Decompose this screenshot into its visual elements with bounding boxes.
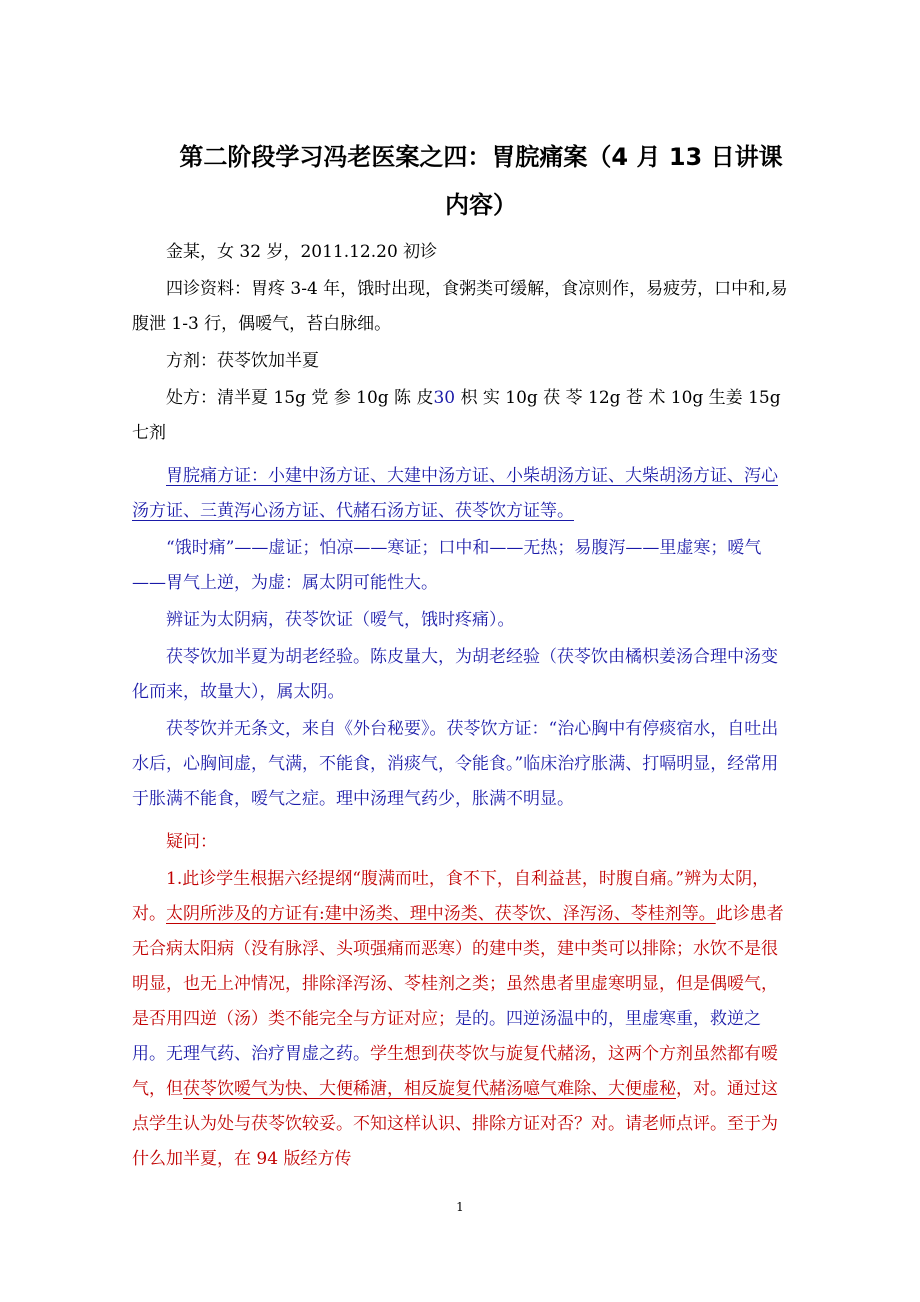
- page-title: [132, 133, 790, 229]
- question-s7: ，对。通过这点学生认为处与茯苓饮较妥。不知这样认识、排除方证对否？对。请老师点评。至于为什么加半夏，在 94 版经方传: [132, 1079, 778, 1169]
- question-s6-underlined: 茯苓饮嗳气为快、大便稀溏，相反旋复代赭汤噫气难除、大便虚秘: [183, 1079, 676, 1099]
- question-s4-teacher-reply: 是的。四逆汤温中的，里虚寒重，救逆之用。无理气药、治疗胃虚之药。: [132, 1009, 761, 1064]
- note-stomach-pain-formulas: 胃脘痛方证：小建中汤方证、大建中汤方证、小柴胡汤方证、大柴胡汤方证、泻心汤方证、三黄泻心汤方证、代赭石汤方证、茯苓饮方证等。: [132, 466, 778, 521]
- prescription-line: [132, 381, 790, 451]
- title-line-1: 第二阶段学习冯老医案之四：胃脘痛案（4 月 13 日讲课: [179, 143, 783, 171]
- question-body: [132, 862, 790, 1177]
- patient-info: 金某，女 32 岁，2011.12.20 初诊: [166, 242, 438, 262]
- prescription-after: 枳 实 10g 茯 苓 12g 苍 术 10g 生姜 15g 七剂: [132, 388, 781, 443]
- note-syndrome: 辨证为太阴病，茯苓饮证（嗳气，饿时疼痛）。: [166, 610, 515, 630]
- page-content: [132, 133, 790, 1177]
- note-symptom-analysis: “饿时痛”——虚证；怕凉——寒证；口中和——无热；易腹泻——里虚寒；嗳气——胃气上逆，为虚：属太阴可能性大。: [132, 538, 762, 593]
- formula-line: 方剂：茯苓饮加半夏: [166, 351, 319, 371]
- note-waitai-miyao: 茯苓饮并无条文，来自《外台秘要》。茯苓饮方证：“治心胸中有停痰宿水，自吐出水后，心胸间虚，气满，不能食，消痰气，令能食。”临床治疗胀满、打嗝明显，经常用于胀满不能食，嗳气之症。理中汤理气药少，胀满不明显。: [132, 719, 779, 809]
- question-s5: 学生想到茯苓饮与旋复代赭汤，这两个方剂虽然都有嗳气，但: [132, 1044, 778, 1099]
- note-hu-experience: 茯苓饮加半夏为胡老经验。陈皮量大，为胡老经验（茯苓饮由橘枳姜汤合理中汤变化而来，故量大），属太阴。: [132, 647, 778, 702]
- question-s2-underlined: 太阴所涉及的方证有:建中汤类、理中汤类、茯苓饮、泽泻汤、苓桂剂等。: [166, 904, 716, 924]
- question-s1: 1.此诊学生根据六经提纲“腹满而吐，食不下，自利益甚，时腹自痛。”辨为太阴，对。: [132, 869, 770, 924]
- question-s3: 此诊患者无合病太阳病（没有脉浮、头项强痛而恶寒）的建中类，建中类可以排除；水饮不是很明显，也无上冲情况，排除泽泻汤、苓桂剂之类；虽然患者里虚寒明显，但是偶嗳气，是否用四逆（汤）类不能完全与方证对应；: [132, 904, 784, 1029]
- page-number: 1: [456, 1200, 464, 1214]
- title-line-2: 内容）: [445, 191, 517, 219]
- prescription-dose-edit: 30: [433, 388, 456, 408]
- prescription-before: 处方：清半夏 15g 党 参 10g 陈 皮: [166, 388, 434, 408]
- four-diagnosis: 四诊资料：胃疼 3-4 年，饿时出现，食粥类可缓解，食凉则作，易疲劳，口中和,易腹泄 1-3 行，偶嗳气，苔白脉细。: [132, 279, 788, 334]
- question-heading: 疑问：: [166, 832, 217, 852]
